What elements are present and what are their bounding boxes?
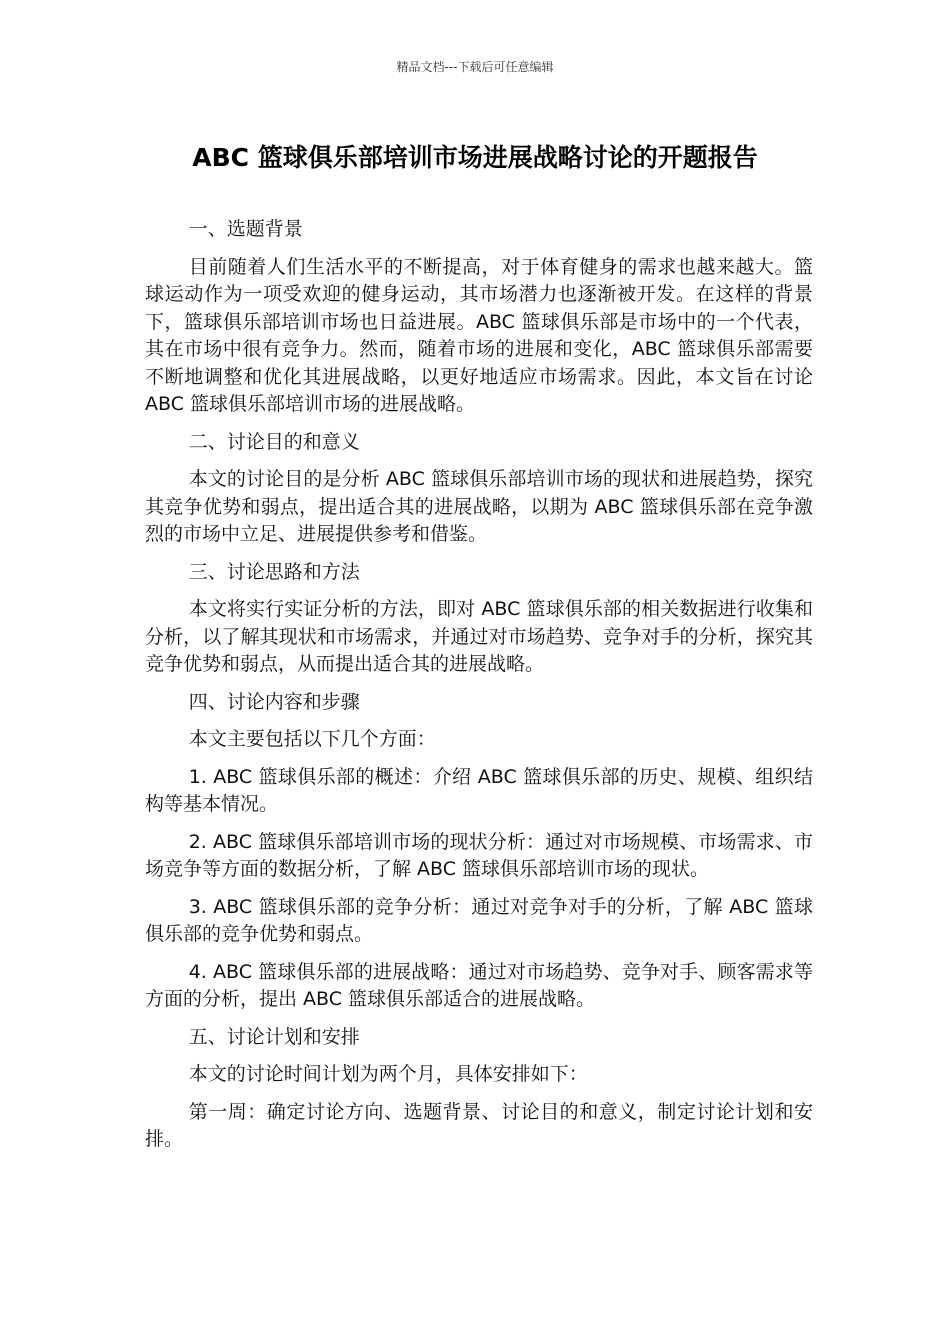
list-item-overview: 1. ABC 篮球俱乐部的概述：介绍 ABC 篮球俱乐部的历史、规模、组织结构等基本情况。 [145,765,813,815]
document-body [145,216,813,1164]
document-title: ABC 篮球俱乐部培训市场进展战略讨论的开题报告 [192,143,758,172]
list-item-strategy: 4. ABC 篮球俱乐部的进展战略：通过对市场趋势、竞争对手、顾客需求等方面的分析，提出 ABC 篮球俱乐部适合的进展战略。 [145,960,813,1010]
paragraph-purpose: 本文的讨论目的是分析 ABC 篮球俱乐部培训市场的现状和进展趋势，探究其竞争优势和弱点，提出适合其的进展战略，以期为 ABC 篮球俱乐部在竞争激烈的市场中立足、进展提供参考和借鉴。 [145,468,813,545]
page-header-note: 精品文档---下载后可任意编辑 [396,60,554,74]
paragraph-schedule-week1: 第一周：确定讨论方向、选题背景、讨论目的和意义，制定讨论计划和安排。 [145,1100,813,1150]
section-heading-method: 三、讨论思路和方法 [188,560,360,583]
list-item-competition-analysis: 3. ABC 篮球俱乐部的竞争分析：通过对竞争对手的分析，了解 ABC 篮球俱乐部的竞争优势和弱点。 [145,895,813,945]
section-heading-purpose: 二、讨论目的和意义 [188,430,360,453]
list-item-market-analysis: 2. ABC 篮球俱乐部培训市场的现状分析：通过对市场规模、市场需求、市场竞争等方面的数据分析，了解 ABC 篮球俱乐部培训市场的现状。 [145,830,813,880]
section-heading-background: 一、选题背景 [188,218,303,240]
paragraph-background: 目前随着人们生活水平的不断提高，对于体育健身的需求也越来越大。篮球运动作为一项受欢迎的健身运动，其市场潜力也逐渐被开发。在这样的背景下，篮球俱乐部培训市场也日益进展。ABC 篮球俱乐部是市场中的一个代表，其在市场中很有竞争力。然而，随着市场的进展和变化，ABC 篮球俱乐部需要不断地调整和优化其进展战略，以更好地适应市场需求。因此，本文旨在讨论 ABC 篮球俱乐部培训市场的进展战略。 [145,255,813,415]
section-heading-content: 四、讨论内容和步骤 [188,690,360,713]
section-heading-schedule: 五、讨论计划和安排 [188,1025,360,1048]
paragraph-content-intro: 本文主要包括以下几个方面： [188,728,436,750]
paragraph-schedule-intro: 本文的讨论时间计划为两个月，具体安排如下： [188,1063,588,1085]
paragraph-method: 本文将实行实证分析的方法，即对 ABC 篮球俱乐部的相关数据进行收集和分析，以了解其现状和市场需求，并通过对市场趋势、竞争对手的分析，探究其竞争优势和弱点，从而提出适合其的进展战略。 [145,598,813,675]
